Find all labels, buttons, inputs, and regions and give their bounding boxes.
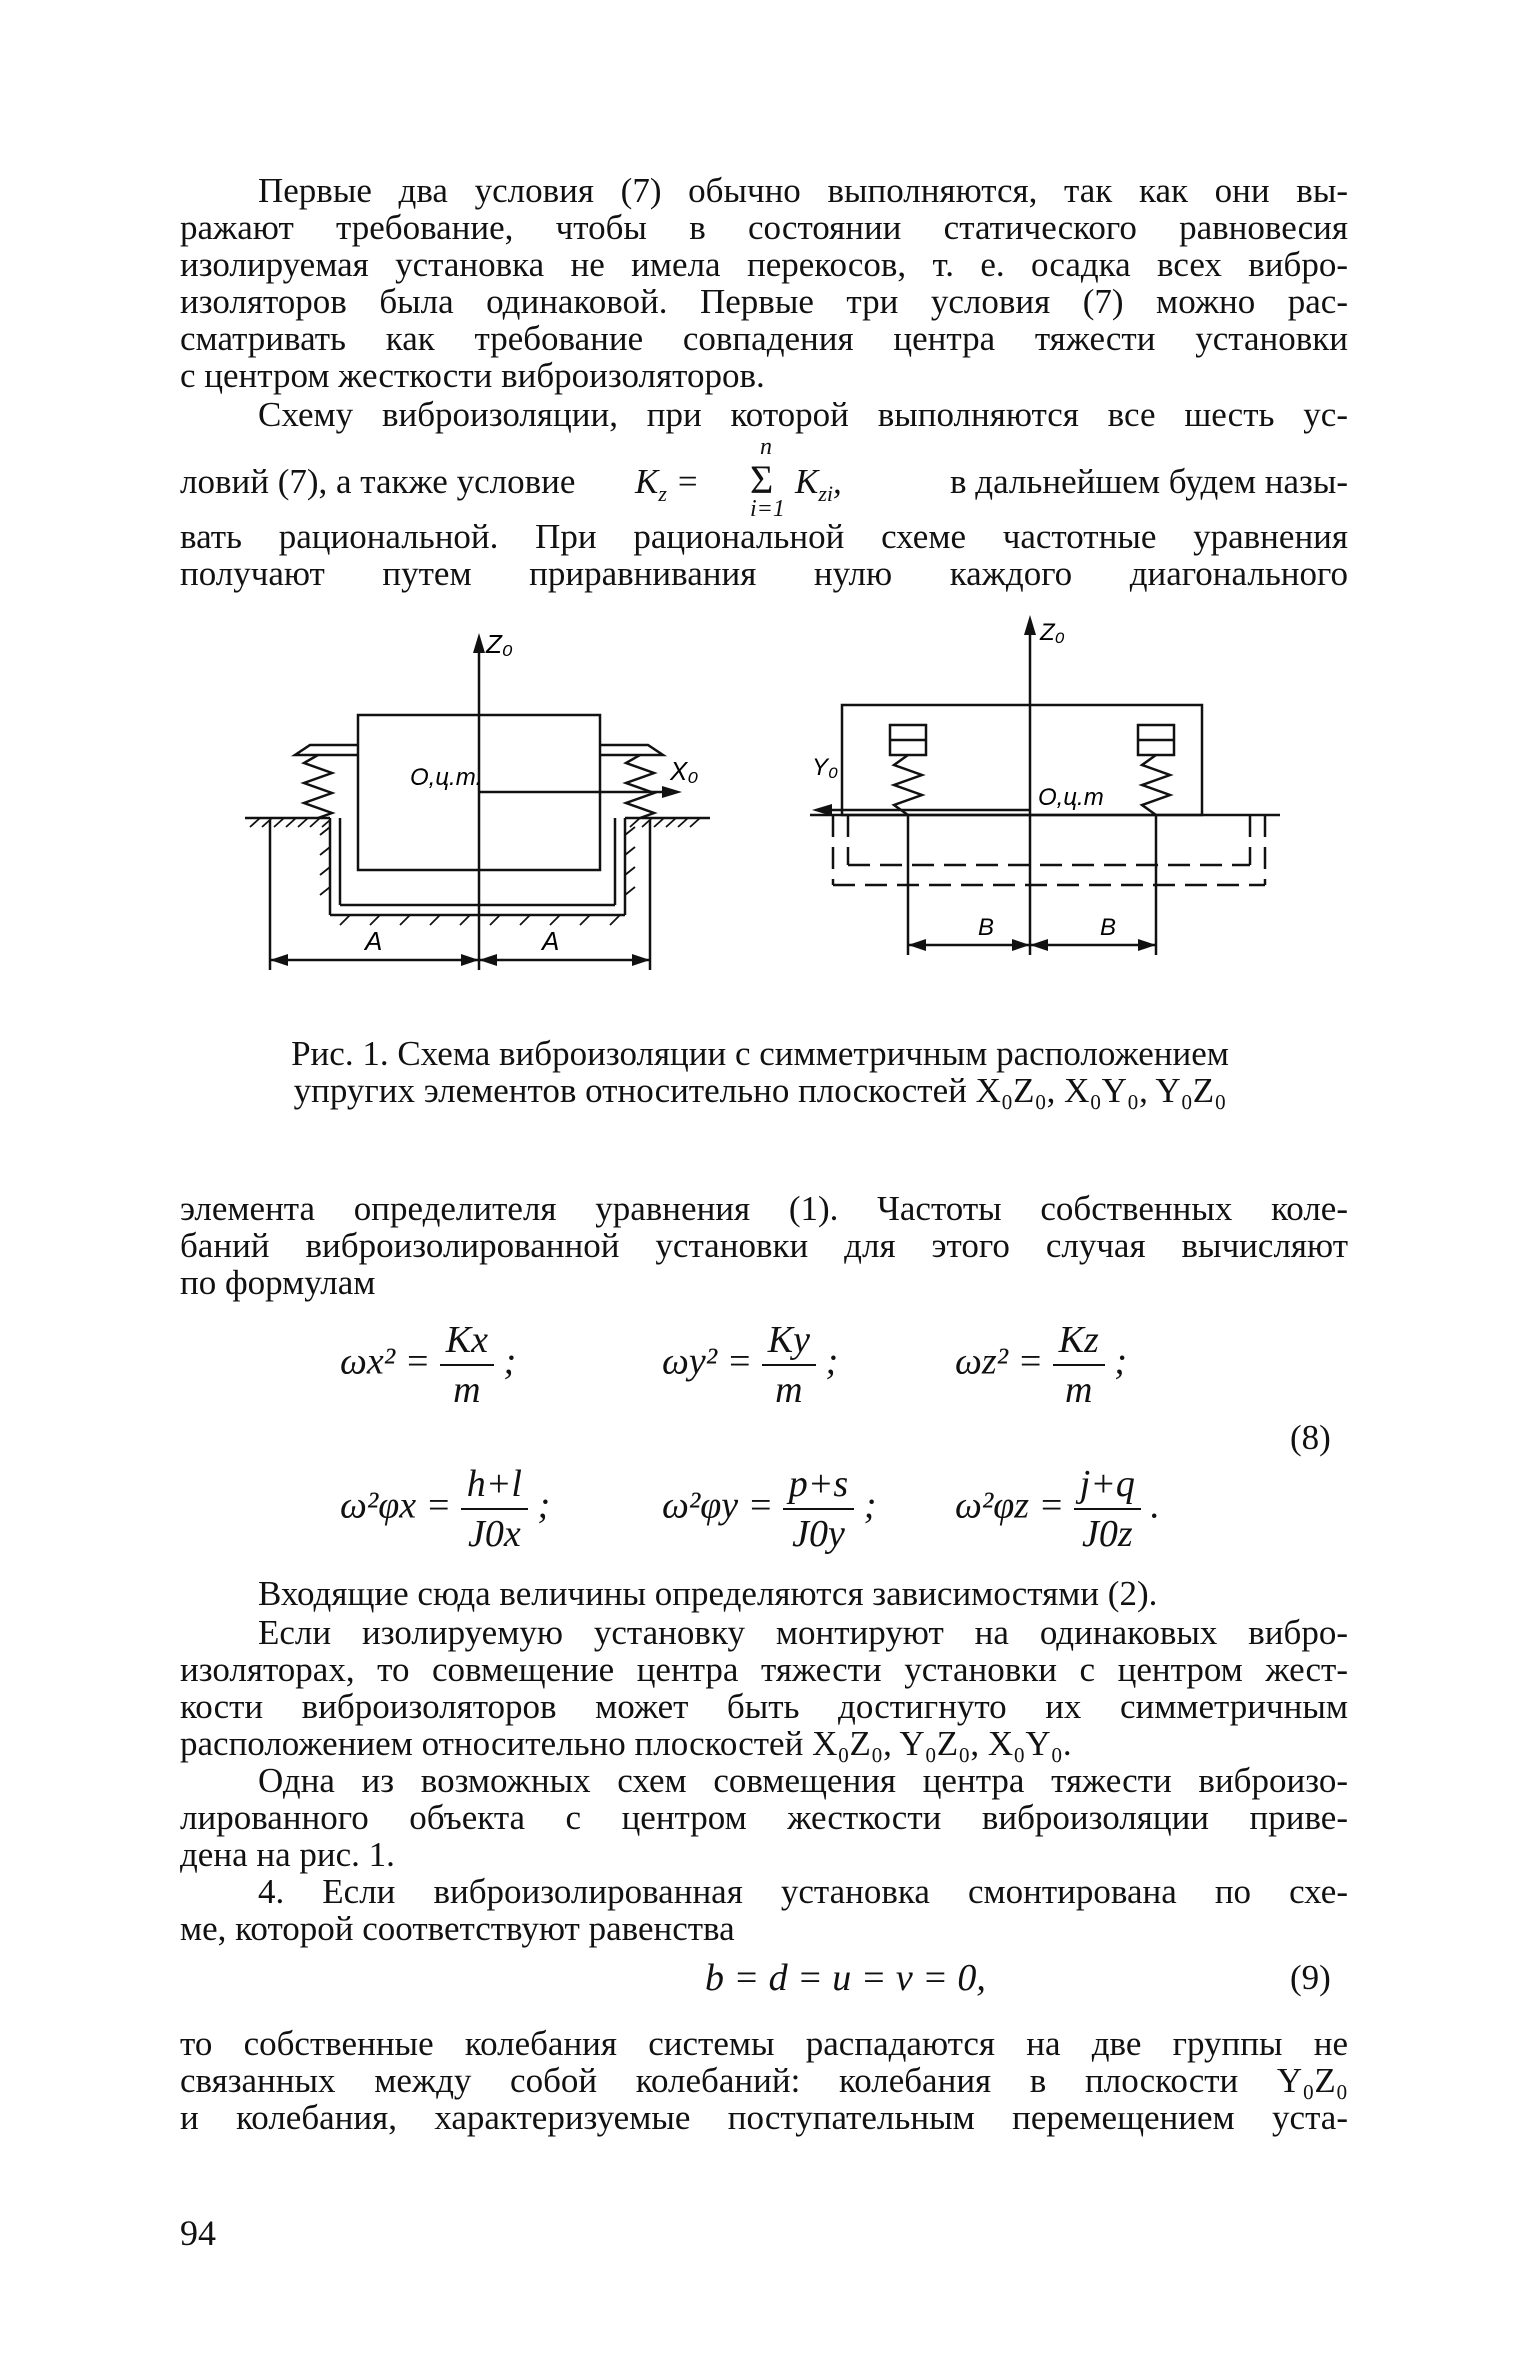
text-line: Если изолируемую установку монтируют на одинаковых вибро- (258, 1613, 1348, 1652)
spring-r1 (894, 755, 922, 815)
paragraph-4 (180, 1575, 1348, 1612)
formula: ωz² = $\frac{Kz}{m}$ ; (955, 1319, 1127, 1411)
text-line: Первые два условия (7) обычно выполняются, так как они вы- (258, 171, 1348, 210)
text-line: изоляторах, то совмещение центра тяжести установки с центром жест- (180, 1650, 1348, 1689)
page-number: 94 (180, 2213, 216, 2253)
label-a1: A (365, 926, 383, 956)
label-x0: X₀ (670, 756, 699, 786)
figure-caption (230, 1035, 1290, 1109)
paragraph-8 (180, 2025, 1348, 2136)
text-line: лированного объекта с центром жесткости виброизоляции приве- (180, 1798, 1348, 1837)
sum-sign: Σ (750, 457, 774, 502)
text-line: 4. Если виброизолированная установка смонтирована по схе- (258, 1872, 1348, 1911)
paragraph-2-math-line (180, 434, 1348, 522)
text-line: сматривать как требование совпадения центра тяжести установки (180, 319, 1348, 358)
text-line: баний виброизолированной установки для этого случая вычисляют (180, 1226, 1348, 1265)
text-line: связанных между собой колебаний: колебания в плоскости Y₀Z₀ (180, 2061, 1348, 2100)
formula: ω²φy = $\frac{p+s}{J0y}$ ; (662, 1463, 877, 1555)
paragraph-1 (180, 172, 1348, 394)
figure-1 (230, 615, 1300, 1015)
text-line: кости виброизоляторов может быть достигнуто их симметричным (180, 1687, 1348, 1726)
formula: ωy² = $\frac{Ky}{m}$ ; (662, 1319, 839, 1411)
formula: ω²φx = $\frac{h+l}{J0x}$ ; (340, 1463, 551, 1555)
left-diagram (245, 615, 710, 970)
text-line: Схему виброизоляции, при которой выполняются все шесть ус- (258, 395, 1348, 434)
paragraph-5 (180, 1614, 1348, 1762)
caption-line: упругих элементов относительно плоскостей X₀Z₀, X₀Y₀, Y₀Z₀ (293, 1071, 1227, 1110)
label-center-right: О,ц.т (1038, 784, 1104, 811)
paragraph-6 (180, 1762, 1348, 1873)
sum-lower-limit: i=1 (750, 496, 785, 522)
formula-9: b = d = u = v = 0, (705, 1957, 986, 1999)
equation-number-8: (8) (1290, 1418, 1331, 1457)
text-line: расположением относительно плоскостей X₀Z₀, Y₀Z₀, X₀Y₀. (180, 1724, 1072, 1763)
label-a2: A (542, 926, 560, 956)
right-arrows (812, 615, 1156, 951)
sum-upper-limit: n (760, 434, 772, 460)
label-b2: B (1100, 914, 1117, 941)
text-line: ме, которой соответствуют равенства (180, 1909, 735, 1948)
paragraph-7 (180, 1873, 1348, 1947)
caption-line: Рис. 1. Схема виброизоляции с симметричным расположением (291, 1034, 1229, 1073)
label-center-left: О,ц.т. (410, 764, 483, 791)
text-line: изоляторов была одинаковой. Первые три условия (7) можно рас- (180, 282, 1348, 321)
label-z0-right: Z₀ (1040, 619, 1065, 646)
spring-right (626, 755, 654, 818)
text-line: вать рациональной. При рациональной схеме частотные уравнения (180, 517, 1348, 556)
text-line: элемента определителя уравнения (1). Частоты собственных коле- (180, 1189, 1348, 1228)
paragraph-3 (180, 1190, 1348, 1301)
text-line: ловий (7), а также условие (180, 462, 576, 501)
paragraph-2 (180, 396, 1348, 433)
text-line: то собственные колебания системы распадаются на две группы не (180, 2024, 1348, 2063)
label-y0: Y₀ (812, 754, 839, 781)
spring-r2 (1142, 755, 1170, 815)
text-line: с центром жесткости виброизоляторов. (180, 356, 765, 395)
label-b1: B (978, 914, 995, 941)
text-line: получают путем приравнивания нулю каждого диагонального (180, 554, 1348, 593)
kz-symbol: $K_z$ = (635, 462, 700, 506)
kzi-symbol: $K_{zi}$, (795, 462, 842, 506)
text-line: в дальнейшем будем назы- (949, 462, 1348, 501)
text-line: изолируемая установка не имела перекосов, т. е. осадка всех вибро- (180, 245, 1348, 284)
text-line: и колебания, характеризуемые поступательным перемещением уста- (180, 2098, 1348, 2137)
label-z0-left: Z₀ (486, 629, 513, 659)
text-line: Входящие сюда величины определяются зависимостями (2). (258, 1574, 1158, 1613)
text-line: Одна из возможных схем совмещения центра тяжести виброизо- (258, 1761, 1348, 1800)
text-line: дена на рис. 1. (180, 1835, 395, 1874)
equation-number-9: (9) (1290, 1958, 1331, 1997)
formula: ωx² = $\frac{Kx}{m}$ ; (340, 1319, 517, 1411)
text-line: по формулам (180, 1263, 376, 1302)
paragraph-2-cont (180, 518, 1348, 592)
text-line: ражают требование, чтобы в состоянии статического равновесия (180, 208, 1348, 247)
spring-left (304, 755, 332, 818)
formula: ω²φz = $\frac{j+q}{J0z}$ . (955, 1463, 1160, 1555)
